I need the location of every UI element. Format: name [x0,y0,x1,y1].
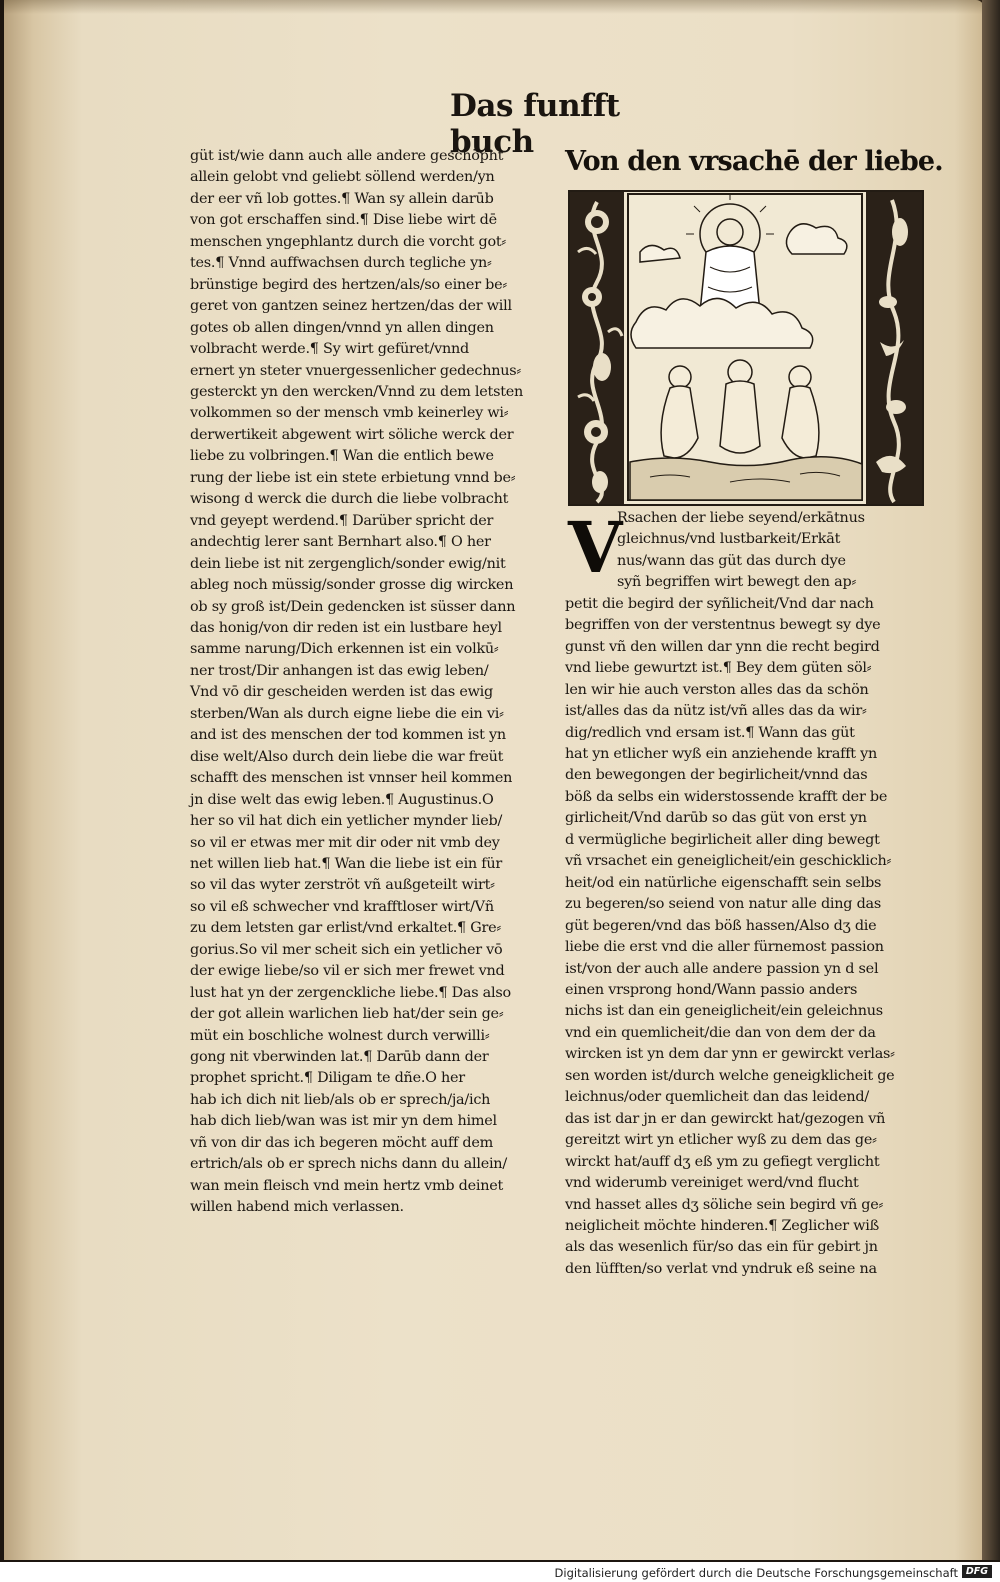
text-line: girlicheit/Vnd darūb so das güt von erst yn [565,810,867,827]
text-line: zu begeren/so seiend von natur alle ding das [565,896,882,913]
text-line: willen habend mich verlassen. [190,1199,404,1216]
text-line: der ewige liebe/so vil er sich mer frewet vnd [190,963,505,980]
text-line: samme narung/Dich erkennen ist ein volkū⸗ [190,641,499,658]
text-line: prophet spricht.¶ Diligam te dñe.O her [190,1070,465,1087]
text-line: volkommen so der mensch vmb keinerley wi⸗ [190,405,509,422]
text-line: her so vil hat dich ein yetlicher mynder lieb/ [190,813,503,830]
text-line: so vil das wyter zerströt vñ außgeteilt wirt⸗ [190,877,495,894]
text-line: wan mein fleisch vnd mein hertz vmb deinet [190,1177,504,1194]
text-line: dein liebe ist nit zergenglich/sonder ewig/nit [190,555,506,572]
text-line: vñ vrsachet ein geneiglicheit/ein geschicklich⸗ [565,853,892,870]
section-title: Von den vrsachē der liebe. [565,146,943,177]
text-line: der eer vñ lob gottes.¶ Wan sy allein darūb [190,190,494,207]
text-line: menschen yngephlantz durch die vorcht got⸗ [190,233,506,250]
text-line: vnd ein quemlicheit/die dan von dem der da [565,1024,876,1041]
text-line: lust hat yn der zergenckliche liebe.¶ Das also [190,984,511,1001]
text-line: Vnd vō dir gescheiden werden ist das ewig [190,684,493,701]
text-line: liebe zu volbringen.¶ Wan die entlich bewe [190,448,494,465]
text-line: gong nit vberwinden lat.¶ Darūb dann der [190,1049,489,1066]
text-line: hab dich lieb/wan was ist mir yn dem himel [190,1113,497,1130]
text-line: güt ist/wie dann auch alle andere geschöpht [190,148,504,164]
text-line: hat yn etlicher wyß ein anziehende krafft yn [565,745,878,762]
text-line: neiglicheit möchte hinderen.¶ Zeglicher wiß [565,1217,879,1234]
page-top-shadow [4,0,984,14]
text-line: and ist des menschen der tod kommen ist yn [190,727,506,744]
text-line: syñ begriffen wirt bewegt den ap⸗ [617,574,856,591]
text-line: petit die begird der syñlicheit/Vnd dar nach [565,595,874,612]
text-line: ernert yn steter vnuergessenlicher gedechnus⸗ [190,362,521,379]
text-line: das honig/von dir reden ist ein lustbare heyl [190,619,502,636]
text-line: als das wesenlich für/so das ein für gebirt jn [565,1239,878,1256]
text-line: der got allein warlichen lieb hat/der sein ge⸗ [190,1006,504,1023]
text-line: ist/von der auch alle andere passion yn d sel [565,960,879,977]
text-line: ob sy groß ist/Dein gedencken ist süsser dann [190,598,516,615]
text-line: heit/od ein natürliche eigenschafft sein selbs [565,874,882,891]
text-line: gleichnus/vnd lustbarkeit/Erkāt [617,531,841,548]
text-line: len wir hie auch verston alles das da schön [565,681,869,698]
text-line: andechtig lerer sant Bernhart also.¶ O her [190,534,491,551]
text-line: vnd geyept werdend.¶ Darüber spricht der [190,512,494,529]
funding-credit: Digitalisierung gefördert durch die Deutsche Forschungsgemeinschaft [554,1566,958,1580]
text-line: brünstige begird des hertzen/als/so einer be⸗ [190,276,507,293]
text-line: wirckt hat/auff dʒ eß ym zu gefiegt verglicht [565,1153,880,1170]
text-line: allein gelobt vnd geliebt söllend werden/yn [190,169,495,186]
text-line: gesterckt yn den wercken/Vnnd zu dem letsten [190,383,524,400]
text-line: güt begeren/vnd das böß hassen/Also dʒ die [565,917,877,934]
text-line: müt ein boschliche wolnest durch verwilli⸗ [190,1027,490,1044]
text-line: vnd liebe gewurtzt ist.¶ Bey dem güten söl⸗ [565,660,872,677]
text-line: gotes ob allen dingen/vnnd yn allen dingen [190,319,494,336]
text-line: liebe die erst vnd die aller fürnemost passion [565,939,884,956]
text-line: gunst vñ den willen dar ynn die recht begird [565,638,880,655]
text-line: von got erschaffen sind.¶ Dise liebe wirt dē [190,212,497,229]
dfg-logo: DFG [962,1565,992,1578]
page-edge [982,0,1000,1560]
text-line: vnd widerumb vereiniget werd/vnd flucht [565,1175,859,1192]
left-text-column [190,146,546,1219]
text-line: böß da selbs ein widerstossende krafft der be [565,788,888,805]
text-line: tes.¶ Vnnd auffwachsen durch tegliche yn⸗ [190,255,492,272]
text-line: ner trost/Dir anhangen ist das ewig leben/ [190,662,489,679]
text-line: vñ von dir das ich begeren möcht auff dem [190,1134,494,1151]
text-line: d vermügliche begirlicheit aller ding bewegt [565,831,880,848]
text-line: so vil eß schwecher vnd krafftloser wirt/Vñ [190,898,494,915]
text-line: einen vrsprong hond/Wann passio anders [565,981,858,998]
decorated-initial: V [568,506,623,589]
text-line: dig/redlich vnd ersam ist.¶ Wann das güt [565,724,855,741]
text-line: wircken ist yn dem dar ynn er gewirckt verlas⸗ [565,1046,895,1063]
text-line: das ist dar jn er dan gewirckt hat/gezogen vñ [565,1110,886,1127]
text-line: sen worden ist/durch welche geneigklicheit ge [565,1067,895,1084]
text-line: nus/wann das güt das durch dye [617,552,846,569]
text-line: gorius.So vil mer scheit sich ein yetlicher vō [190,941,503,958]
text-line: Rsachen der liebe seyend/erkātnus [617,510,865,526]
running-head: Das funfft buch [450,88,620,160]
text-line: jn dise welt das ewig leben.¶ Augustinus.O [190,791,494,808]
text-line: rung der liebe ist ein stete erbietung vnnd be⸗ [190,469,516,486]
text-line: geret von gantzen seinez hertzen/das der will [190,298,512,315]
text-line: so vil er etwas mer mit dir oder nit vmb dey [190,834,500,851]
text-line: dise welt/Also durch dein liebe die war freüt [190,748,504,765]
text-line: ertrich/als ob er sprech nichs dann du allein/ [190,1156,507,1173]
text-line: den lüfften/so verlat vnd yndruk eß seine na [565,1260,877,1277]
text-line: ableg noch müssig/sonder grosse dig wircken [190,577,514,594]
text-line: ist/alles das da nütz ist/vñ alles das da wir⸗ [565,703,867,720]
text-line: leichnus/oder quemlicheit dan das leidend/ [565,1089,869,1106]
text-line: den bewegongen der begirlicheit/vnnd das [565,767,868,784]
text-line: begriffen von der verstentnus bewegt sy dye [565,617,881,634]
text-line: wisong d werck die durch die liebe volbracht [190,491,509,508]
text-line: hab ich dich nit lieb/als ob er sprech/ja/ich [190,1091,491,1108]
text-line: derwertikeit abgewent wirt söliche werck der [190,426,514,443]
text-line: schafft des menschen ist vnnser heil kommen [190,770,513,787]
text-line: nichs ist dan ein geneiglicheit/ein geleichnus [565,1003,883,1020]
text-line: vnd hasset alles dʒ söliche sein begird vñ ge⸗ [565,1196,884,1213]
text-line: zu dem letsten gar erlist/vnd erkaltet.¶ Gre⸗ [190,920,501,937]
text-line: sterben/Wan als durch eigne liebe die ein vi⸗ [190,705,504,722]
right-text-column [565,508,925,1280]
text-line: net willen lieb hat.¶ Wan die liebe ist ein für [190,855,502,872]
woodcut-illustration [568,190,924,506]
text-line: volbracht werde.¶ Sy wirt gefüret/vnnd [190,341,469,358]
text-line: gereitzt wirt yn etlicher wyß zu dem das ge⸗ [565,1132,877,1149]
